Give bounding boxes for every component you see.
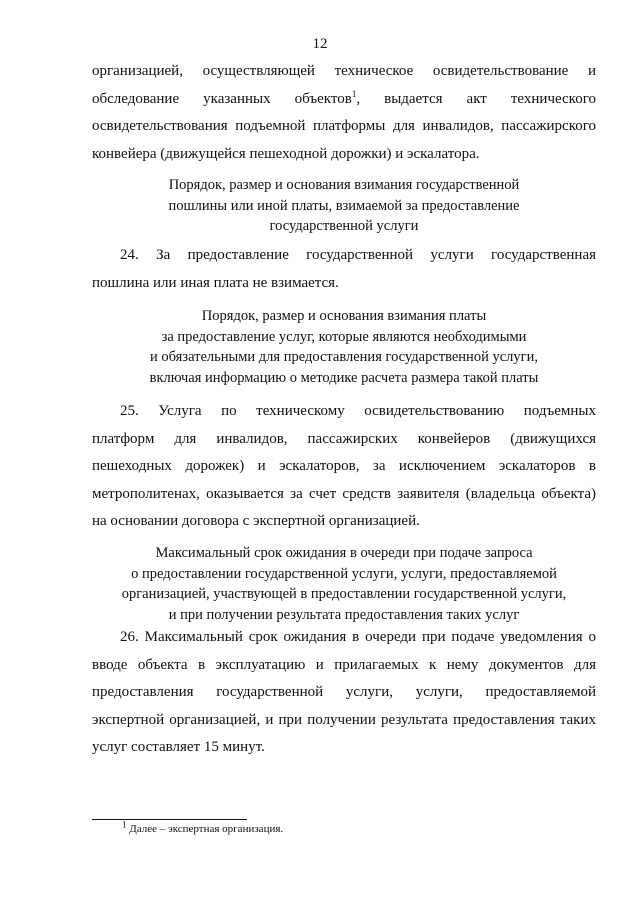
paragraph-line: метрополитенах, оказывается за счет средств заявителя (владельца объекта): [92, 485, 596, 502]
paragraph-line: на основании договора с экспертной организацией.: [92, 513, 420, 529]
footnote: [122, 819, 284, 835]
heading-line: включая информацию о методике расчета размера такой платы: [149, 369, 539, 386]
paragraph-line: предоставления государственной услуги, услуги, предоставляемой: [92, 684, 596, 700]
heading-line: и при получении результата предоставления таких услуг: [168, 606, 520, 623]
heading-line: Порядок, размер и основания взимания государственной: [168, 177, 520, 193]
section-heading-queue-time: [92, 543, 596, 625]
heading-line: Порядок, размер и основания взимания платы: [201, 308, 487, 324]
text-fragment: обследование указанных объектов: [92, 90, 352, 107]
paragraph-line: организацией, осуществляющей техническое освидетельствование и: [92, 63, 596, 79]
paragraph-line: пешеходных дорожек) и эскалаторов, за исключением эскалаторов в: [92, 458, 596, 474]
heading-line: пошлины или иной платы, взимаемой за предоставление: [168, 197, 520, 214]
paragraph-line: конвейера (движущейся пешеходной дорожки) и эскалатора.: [92, 145, 480, 162]
text-fragment: , выдается акт технического: [356, 90, 596, 107]
paragraph-line: пошлина или иная плата не взимается.: [92, 274, 339, 291]
paragraph-line: экспертной организацией, и при получении результата предоставления таких: [92, 711, 596, 728]
section-heading-state-fee: [92, 175, 596, 237]
paragraph-line: услуг составляет 15 минут.: [92, 739, 265, 755]
footnote-separator: [92, 819, 247, 820]
paragraph-line: 25. Услуга по техническому освидетельствованию подъемных: [120, 403, 596, 419]
footnote-text: Далее – экспертная организация.: [126, 823, 284, 835]
paragraph-line: 24. За предоставление государственной услуги государственная: [120, 247, 596, 263]
heading-line: государственной услуги: [269, 218, 419, 234]
paragraph-intro: [92, 58, 596, 168]
paragraph-line: платформ для инвалидов, пассажирских конвейеров (движущихся: [92, 430, 596, 447]
footnote-mark: 1: [122, 819, 127, 830]
paragraph-line: 26. Максимальный срок ожидания в очереди при подаче уведомления о: [120, 629, 596, 645]
heading-line: Максимальный срок ожидания в очереди при подаче запроса: [155, 545, 533, 561]
heading-line: организацией, участвующей в предоставлении государственной услуги,: [121, 586, 567, 602]
paragraph-24: [92, 242, 596, 297]
paragraph-line: вводе объекта в эксплуатацию и прилагаемых к нему документов для: [92, 656, 596, 673]
footnote-reference: 1: [351, 88, 357, 99]
paragraph-25: [92, 398, 596, 536]
paragraph-line: [92, 86, 596, 114]
paragraph-line: освидетельствования подъемной платформы для инвалидов, пассажирского: [92, 118, 596, 134]
heading-line: о предоставлении государственной услуги, услуги, предоставляемой: [131, 565, 557, 582]
heading-line: за предоставление услуг, которые являются необходимыми: [161, 328, 527, 345]
section-heading-fee-for-services: [92, 306, 596, 388]
page-number: 12: [312, 36, 328, 52]
paragraph-26: [92, 624, 596, 762]
heading-line: и обязательными для предоставления государственной услуги,: [150, 349, 538, 365]
